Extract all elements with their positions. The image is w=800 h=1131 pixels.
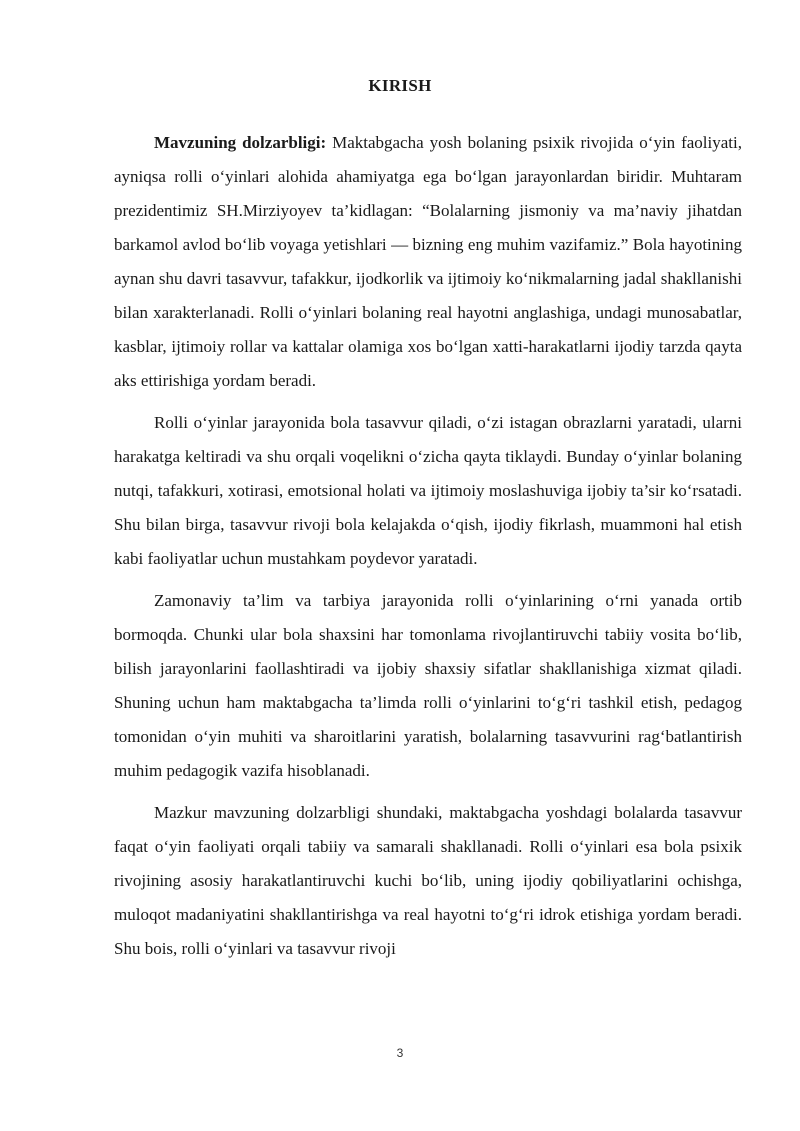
paragraph-role-play-process: Rolli o‘yinlar jarayonida bola tasavvur qiladi, o‘zi istagan obrazlarni yaratadi, ularni harakatga keltiradi va shu orqali voqelikni o‘zicha qayta tiklaydi. Bunday o‘yinlar bolaning nutqi, tafakkuri, xotirasi, emotsional holati va ijtimoiy moslashuviga ijobiy ta’sir ko‘rsatadi. Shu bilan birga, tasavvur rivoji bola kelajakda o‘qish, ijodiy fikrlash, muammoni hal etish kabi faoliyatlar uchun mustahkam poydevor yaratadi. [114,413,742,568]
paragraph-topic-relevance: Mazkur mavzuning dolzarbligi shundaki, maktabgacha yoshdagi bolalarda tasavvur faqat o‘yin faoliyati orqali tabiiy va samarali shakllanadi. Rolli o‘yinlari esa bola psixik rivojining asosiy harakatlantiruvchi kuchi bo‘lib, uning ijodiy qobiliyatlarini ochishga, muloqot madaniyatini shakllantirishga va real hayotni to‘g‘ri idrok etishiga yordam beradi. Shu bois, rolli o‘yinlari va tasavvur rivoji [114,803,742,958]
paragraph-modern-education: Zamonaviy ta’lim va tarbiya jarayonida rolli o‘yinlarining o‘rni yanada ortib bormoqda. Chunki ular bola shaxsini har tomonlama rivojlantiruvchi tabiiy vosita bo‘lib, bilish jarayonlarini faollashtiradi va ijobiy shaxsiy sifatlar shakllanishiga xizmat qiladi. Shuning uchun ham maktabgacha ta’limda rolli o‘yinlarini to‘g‘ri tashkil etish, pedagog tomonidan o‘yin muhiti va sharoitlarini yaratish, bolalarning tasavvurini rag‘batlantirish muhim pedagogik vazifa hisoblanadi. [114,591,742,780]
paragraph-lead: Mavzuning dolzarbligi: [154,133,327,152]
paragraph-relevance [114,126,742,398]
section-heading: KIRISH [368,76,432,95]
paragraph-text: Maktabgacha yosh bolaning psixik rivojida o‘yin faoliyati, ayniqsa rolli o‘yinlari alohida ahamiyatga ega bo‘lgan jarayonlardan biridir. Muhtaram prezidentimiz SH.Mirziyoyev ta’kidlagan: “Bolalarning jismoniy va ma’naviy jihatdan barkamol avlod bo‘lib voyaga yetishlari — bizning eng muhim vazifamiz.” Bola hayotining aynan shu davri tasavvur, tafakkur, ijodkorlik va ijtimoiy ko‘nikmalarning jadal shakllanishi bilan xarakterlanadi. Rolli o‘yinlari bolaning real hayotni anglashiga, undagi munosabatlar, kasblar, ijtimoiy rollar va kattalar olamiga xos bo‘lgan xatti-harakatlarni ijodiy tarzda qayta aks ettirishiga yordam beradi. [114,133,742,390]
page-number: 3 [396,1046,404,1060]
body-text [114,126,742,974]
